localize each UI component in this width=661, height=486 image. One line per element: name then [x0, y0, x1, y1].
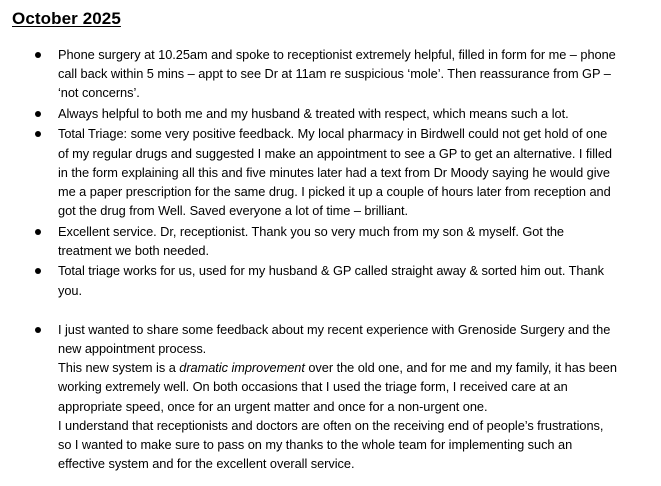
- list-item: [0, 45, 661, 103]
- emphasis-text: dramatic improvement: [179, 360, 305, 376]
- list-item-text: Total Triage: some very positive feedback. My local pharmacy in Birdwell could not get hold of one of my regular drugs and suggested I make an appointment to see a GP to get an alternative. I filled in the form explaining all this and five minutes later had a text from Dr Moody saying he would give me a paper prescription for the same drug. I picked it up a couple of hours later from reception and got the drug from Well. Saved everyone a lot of time – brilliant.: [58, 126, 612, 219]
- bullet-icon: [35, 268, 41, 274]
- list-item-text: Always helpful to both me and my husband & treated with respect, which means such a lot.: [58, 105, 569, 121]
- bullet-icon: [35, 111, 41, 117]
- list-item-text: Excellent service. Dr, receptionist. Thank you so very much from my son & myself. Got the treatment we both needed.: [58, 223, 564, 258]
- list-item: [0, 261, 661, 299]
- page-heading: October 2025: [12, 9, 121, 28]
- bullet-icon: [35, 229, 41, 235]
- list-item-text: Total triage works for us, used for my husband & GP called straight away & sorted him out. Thank you.: [58, 263, 604, 298]
- feedback-paragraph: [58, 358, 617, 416]
- list-item-text: Phone surgery at 10.25am and spoke to receptionist extremely helpful, filled in form for me – phone call back within 5 mins – appt to see Dr at 11am re suspicious ‘mole’. Then reassurance from GP – ‘not concerns’.: [58, 47, 616, 101]
- list-item: [0, 104, 661, 123]
- feedback-list: [0, 45, 661, 475]
- list-item: [0, 320, 661, 474]
- paragraph-text: This new system is a: [58, 360, 180, 376]
- bullet-icon: [35, 131, 41, 137]
- feedback-paragraph: I understand that receptionists and doctors are often on the receiving end of people’s frustrations, so I wanted to make sure to pass on my thanks to the whole team for implementing such an effective system and for the excellent overall service.: [58, 417, 604, 472]
- feedback-paragraph: I just wanted to share some feedback about my recent experience with Grenoside Surgery and the new appointment process.: [58, 321, 611, 357]
- bullet-icon: [35, 327, 41, 333]
- list-item: [0, 124, 661, 220]
- list-item: [0, 222, 661, 260]
- paragraph-text: over the old one, and for me and my family, it has been working extremely well. On both occasions that I used the triage form, I received care at an appropriate speed, once for an urgent matter and once for a non-urgent one.: [58, 360, 617, 414]
- bullet-icon: [35, 52, 41, 58]
